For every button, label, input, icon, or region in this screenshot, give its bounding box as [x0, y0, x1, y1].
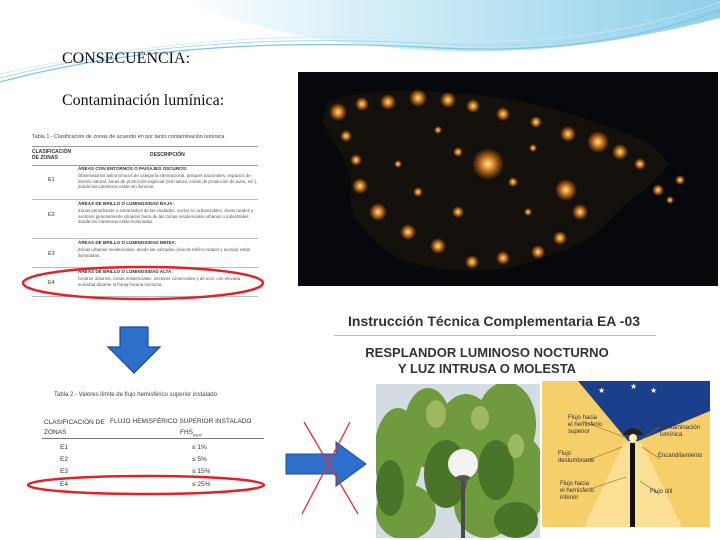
- itc-subtitle-line1: RESPLANDOR LUMINOSO NOCTURNO: [365, 345, 609, 360]
- itc-divider: [334, 335, 656, 336]
- star-icon: ★: [630, 382, 638, 391]
- down-arrow-icon: [106, 325, 162, 375]
- table-row: [32, 200, 258, 239]
- zone-code: E1: [48, 177, 55, 183]
- table2-value: ≤ 1%: [192, 444, 207, 451]
- label-useful-flux: Flujo útil: [650, 489, 673, 495]
- table1-col2-header: DESCRIPCIÓN: [150, 152, 185, 158]
- label-lower-flux: Flujo hacia el hemisferio inferior: [560, 481, 595, 501]
- table2-zone: E3: [60, 468, 68, 475]
- zone-title: ÁREAS CON ENTORNOS O PAISAJES OSCUROS:: [78, 166, 188, 171]
- table2-zone: E2: [60, 456, 68, 463]
- zone-title: ÁREAS DE BRILLO O LUMINOSIDAD BAJA:: [78, 201, 174, 206]
- zone-code: E2: [48, 212, 55, 218]
- slide-heading: CONSECUENCIA:: [62, 50, 191, 67]
- table2-caption: Tabla 2 - Valores límite de flujo hemisférico superior instalado: [54, 392, 217, 398]
- slide-subheading: Contaminación lumínica:: [62, 92, 225, 109]
- label-glare-flux: Flujo deslumbrante: [558, 451, 595, 464]
- table2-header-divider: [42, 438, 264, 439]
- table2-col1-header: [44, 418, 105, 438]
- street-lamp-photo: [376, 384, 540, 538]
- zone-description: Zonas urbanas residenciales, donde las calzadas (vías de tráfico rodado y aceras) están iluminadas.: [78, 247, 251, 258]
- label-light-pollution: Contaminación lumínica: [660, 425, 701, 438]
- table2-value: ≤ 25%: [192, 481, 211, 488]
- table2-value: ≤ 15%: [192, 468, 211, 475]
- label-dazzle: Encandilamiento: [658, 453, 703, 459]
- zone-code: E3: [48, 251, 55, 257]
- zone-description: Centros urbanos, zonas residenciales, sectores comerciales y de ocio, con elevada actividad durante la franja horaria nocturna.: [78, 276, 241, 287]
- table-row: [32, 165, 258, 200]
- zone-code: E4: [48, 280, 55, 286]
- table2-value: ≤ 5%: [192, 456, 207, 463]
- table1-col1-header: CLASIFICACIÓN DE ZONAS: [32, 149, 72, 161]
- night-lights-map: [298, 72, 718, 286]
- e4-highlight-ring: [18, 263, 268, 303]
- star-icon: ★: [650, 386, 658, 395]
- crossed-arrow-icon: [280, 418, 374, 518]
- itc-subtitle-line2: Y LUZ INTRUSA O MOLESTA: [397, 361, 577, 376]
- fhs-label: FHS: [180, 429, 193, 436]
- itc-document-header: [332, 308, 658, 382]
- light-pollution-diagram: [542, 381, 710, 527]
- table2-zone: E4: [60, 481, 68, 488]
- tree-and-lamp-illustration: [376, 384, 540, 538]
- zone-description: Zonas periurbanas o extrarradios de las ciudades, suelos no urbanizables, áreas rurales y sectores generalmente situados fuera de las zonas residenciales urbanas o industriales, donde las carreteras están iluminadas.: [78, 208, 254, 225]
- table1-header: [32, 146, 258, 166]
- fhs-subscript: INST: [193, 432, 203, 438]
- label-upper-flux: Flujo hacia el hemisferio superior: [568, 415, 603, 435]
- table2-col1-header-line1: CLASIFICACIÓN DE: [44, 419, 105, 426]
- zone-title: ÁREAS DE BRILLO O LUMINOSIDAD ALTA:: [78, 269, 173, 274]
- star-icon: ★: [598, 386, 606, 395]
- table2-zone: E1: [60, 444, 68, 451]
- itc-title: Instrucción Técnica Complementaria EA -03: [348, 313, 641, 329]
- table2-col1-header-line2: ZONAS: [44, 429, 67, 436]
- zone-description: Observatorios astronómicos de categoría internacional, parques nacionales, espacios de interés natural, áreas de protección especial (red natura, zonas de protección de aves, etc.), donde las carreteras están sin iluminar.: [78, 173, 258, 190]
- table2-col2-header: FLUJO HEMISFÉRICO SUPERIOR INSTALADO: [110, 418, 252, 425]
- table1-caption: Tabla 1 - Clasificación de zonas de acuerdo en por tanto contaminación lumínica: [32, 134, 225, 140]
- e4-limit-highlight-ring: [22, 472, 270, 498]
- spain-night-satellite-image: [298, 72, 718, 286]
- zone-title: ÁREAS DE BRILLO O LUMINOSIDAD MEDIA:: [78, 240, 177, 245]
- table2-col2-subheader: [180, 429, 202, 437]
